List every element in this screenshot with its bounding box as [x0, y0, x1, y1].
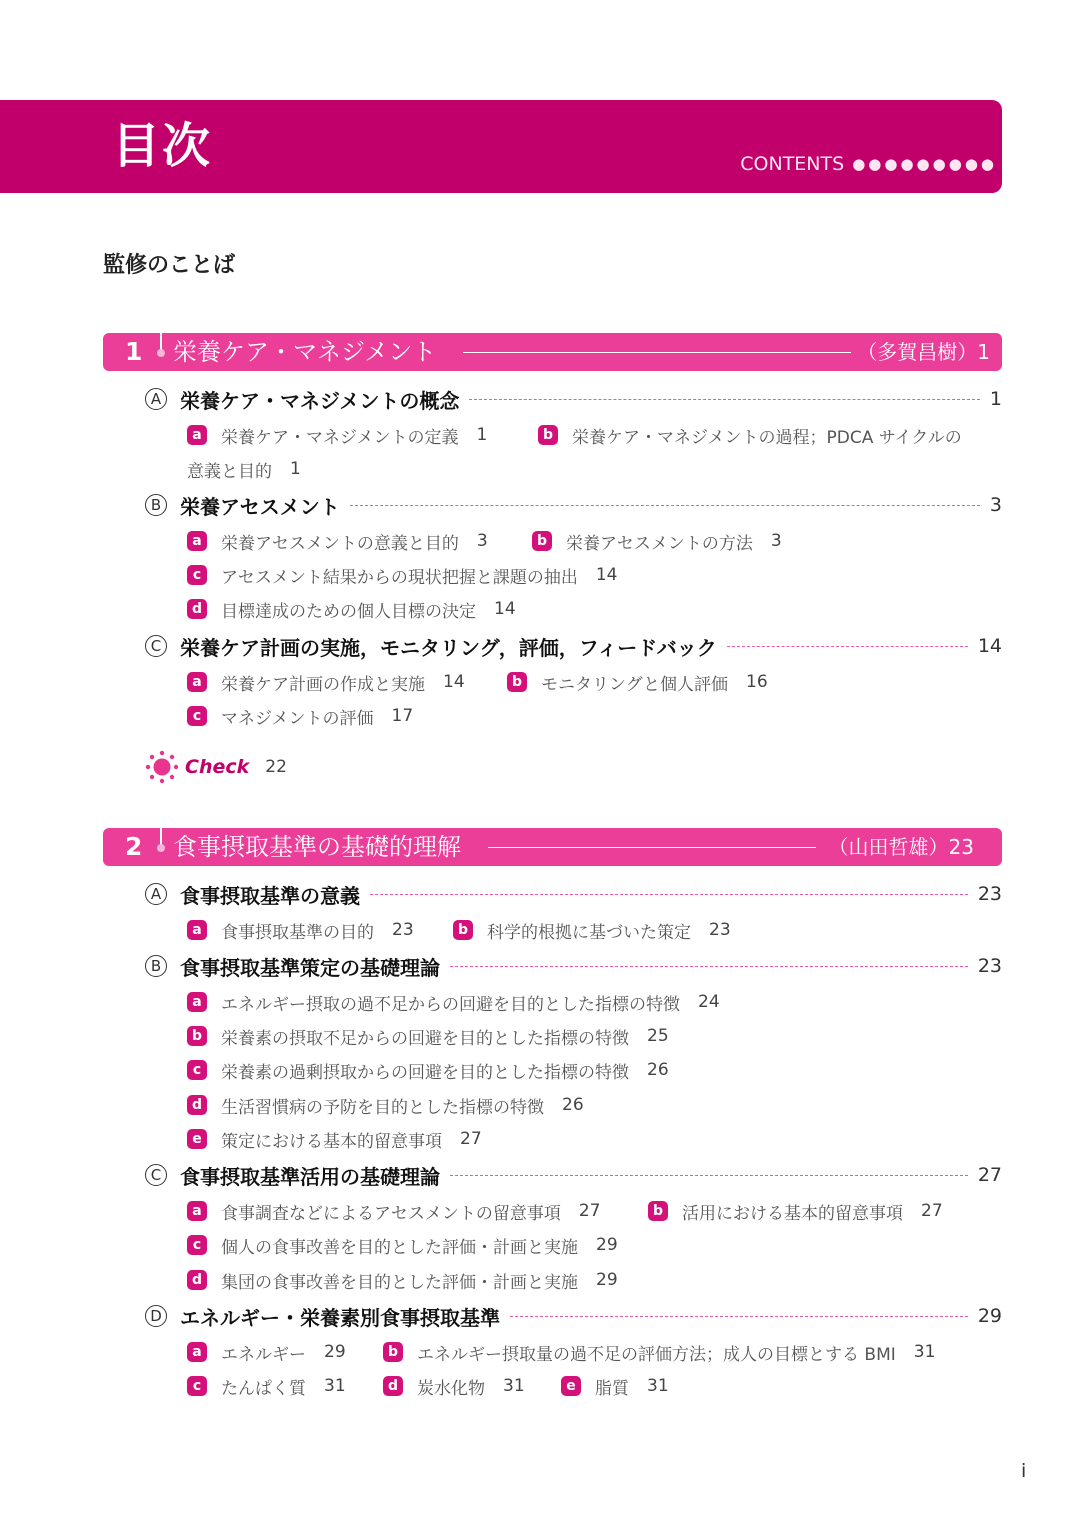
leader-dots	[469, 399, 980, 400]
item-title: 策定における基本的留意事項	[221, 1131, 442, 1152]
item-title: 栄養素の摂取不足からの回避を目的とした指標の特徴	[221, 1028, 629, 1049]
item-badge-icon: c	[187, 565, 207, 585]
item-title: 栄養アセスメントの方法	[566, 533, 753, 554]
chapter-2-bar[interactable]	[103, 828, 1002, 866]
chapter-tick-icon	[160, 822, 162, 846]
list-item[interactable]	[507, 669, 768, 695]
item-page: 29	[596, 1235, 618, 1255]
list-item[interactable]	[187, 1057, 669, 1083]
list-item[interactable]	[648, 1198, 943, 1224]
section-title: 食事摂取基準策定の基礎理論	[180, 955, 440, 980]
section-title: 栄養アセスメント	[180, 494, 340, 519]
item-page: 24	[698, 992, 720, 1012]
section-page: 14	[977, 635, 1002, 657]
section-1-b[interactable]	[145, 490, 1002, 520]
item-page: 14	[443, 672, 465, 692]
item-page: 23	[392, 920, 414, 940]
chapter-author-page: （山田哲雄）23	[828, 835, 974, 859]
item-badge-icon: e	[561, 1376, 581, 1396]
item-page: 31	[503, 1376, 525, 1396]
list-item[interactable]	[187, 562, 617, 588]
item-page: 31	[647, 1376, 669, 1396]
item-badge-icon: d	[187, 1270, 207, 1290]
list-item[interactable]	[187, 703, 413, 729]
item-page: 23	[709, 920, 731, 940]
list-item[interactable]	[187, 1023, 669, 1049]
list-item[interactable]	[187, 1126, 482, 1152]
chapter-author-page: （多賀昌樹）1	[857, 340, 990, 364]
chapter-tick-icon	[160, 327, 162, 351]
section-letter-icon: A	[145, 883, 167, 905]
item-title: 栄養素の過剰摂取からの回避を目的とした指標の特徴	[221, 1062, 629, 1083]
contents-label: CONTENTS	[740, 153, 845, 175]
section-2-d[interactable]	[145, 1301, 1002, 1331]
item-badge-icon: b	[383, 1342, 403, 1362]
item-title: 栄養アセスメントの意義と目的	[221, 533, 459, 554]
item-title: モニタリングと個人評価	[541, 674, 728, 695]
chapter-number: 2	[125, 832, 143, 861]
list-item[interactable]	[561, 1373, 669, 1399]
item-title: エネルギー摂取量の過不足の評価方法；成人の目標とする BMI	[417, 1344, 896, 1365]
item-page: 14	[595, 565, 618, 585]
item-page: 27	[921, 1201, 943, 1221]
item-badge-icon: b	[507, 672, 527, 692]
list-item[interactable]	[538, 422, 962, 448]
section-letter-icon: C	[145, 1164, 167, 1186]
contents-subtitle	[740, 152, 997, 176]
leader-dots	[510, 1316, 968, 1317]
item-badge-icon: d	[187, 599, 207, 619]
item-badge-icon: b	[532, 531, 552, 551]
section-2-b[interactable]	[145, 951, 1002, 981]
list-item[interactable]	[187, 917, 414, 943]
list-item[interactable]	[187, 1232, 618, 1258]
section-page: 23	[977, 955, 1002, 977]
item-title: エネルギー	[221, 1344, 306, 1365]
item-badge-icon: b	[453, 920, 473, 940]
item-badge-icon: c	[187, 1235, 207, 1255]
chapter-rule	[488, 847, 816, 848]
chapter-dot-icon	[157, 844, 165, 852]
item-page: 17	[391, 706, 414, 726]
item-title: 個人の食事改善を目的とした評価・計画と実施	[221, 1237, 578, 1258]
item-title: 集団の食事改善を目的とした評価・計画と実施	[221, 1272, 578, 1293]
check-label: Check	[185, 756, 250, 778]
page-number: i	[1021, 1460, 1027, 1482]
list-item[interactable]	[187, 596, 516, 622]
list-item[interactable]	[453, 917, 731, 943]
chapter-1-bar[interactable]	[103, 333, 1002, 371]
item-badge-icon: c	[187, 706, 207, 726]
list-item[interactable]	[383, 1373, 525, 1399]
list-item[interactable]	[187, 1339, 346, 1365]
leader-dots	[450, 966, 968, 967]
item-title: 食事摂取基準の目的	[221, 922, 374, 943]
section-letter-icon: B	[145, 955, 167, 977]
leader-dots	[450, 1175, 968, 1176]
item-title: 科学的根拠に基づいた策定	[487, 922, 691, 943]
list-item[interactable]	[187, 422, 487, 448]
item-title: たんぱく質	[221, 1378, 306, 1399]
item-title: エネルギー摂取の過不足からの回避を目的とした指標の特徴	[221, 994, 680, 1015]
item-page: 1	[476, 425, 488, 445]
item-title: 脂質	[595, 1378, 629, 1399]
section-2-c[interactable]	[145, 1160, 1002, 1190]
section-2-a[interactable]	[145, 879, 1002, 909]
section-letter-icon: B	[145, 494, 167, 516]
list-item[interactable]	[187, 669, 465, 695]
list-item[interactable]	[187, 1198, 600, 1224]
section-1-c[interactable]	[145, 631, 1002, 661]
item-title: 生活習慣病の予防を目的とした指標の特徴	[221, 1097, 544, 1118]
list-item-continuation[interactable]	[187, 456, 301, 482]
item-page: 29	[324, 1342, 346, 1362]
item-badge-icon: a	[187, 672, 207, 692]
item-page: 27	[460, 1129, 482, 1149]
item-page: 26	[562, 1095, 584, 1115]
section-1-a[interactable]	[145, 384, 1002, 414]
leader-dots	[350, 505, 980, 506]
leader-dots	[370, 894, 968, 895]
item-page: 3	[476, 531, 488, 551]
list-item[interactable]	[187, 528, 488, 554]
item-page: 25	[647, 1026, 669, 1046]
item-badge-icon: a	[187, 531, 207, 551]
item-title: 栄養ケア・マネジメントの過程；PDCA サイクルの	[572, 427, 962, 448]
item-badge-icon: a	[187, 1342, 207, 1362]
item-title: 活用における基本的留意事項	[682, 1203, 903, 1224]
chapter-dot-icon	[157, 349, 165, 357]
item-page: 29	[596, 1270, 618, 1290]
item-badge-icon: c	[187, 1060, 207, 1080]
item-page: 31	[913, 1342, 936, 1362]
item-title: アセスメント結果からの現状把握と課題の抽出	[221, 567, 578, 588]
section-title: 栄養ケア・マネジメントの概念	[180, 388, 460, 413]
list-item[interactable]	[532, 528, 782, 554]
item-page: 26	[647, 1060, 669, 1080]
section-letter-icon: C	[145, 635, 167, 657]
list-item[interactable]	[187, 1092, 584, 1118]
chapter-rule	[463, 352, 851, 353]
item-badge-icon: b	[648, 1201, 668, 1221]
item-page: 1	[290, 459, 301, 479]
item-badge-icon: d	[383, 1376, 403, 1396]
chapter-number: 1	[125, 337, 143, 366]
item-badge-icon: a	[187, 992, 207, 1012]
item-title: 意義と目的	[187, 461, 272, 482]
chapter-title: 栄養ケア・マネジメント	[173, 338, 437, 366]
preface-entry[interactable]: 監修のことば	[103, 253, 236, 278]
section-letter-icon: A	[145, 388, 167, 410]
section-page: 1	[989, 388, 1002, 410]
item-badge-icon: b	[187, 1026, 207, 1046]
leader-dots	[727, 646, 968, 647]
item-page: 3	[770, 531, 782, 551]
check-page: 22	[265, 757, 287, 777]
section-page: 27	[977, 1164, 1002, 1186]
section-title: 食事摂取基準の意義	[180, 883, 360, 908]
list-item[interactable]	[187, 1267, 618, 1293]
section-letter-icon: D	[145, 1305, 167, 1327]
section-title: 栄養ケア計画の実施，モニタリング，評価，フィードバック	[180, 635, 717, 660]
item-page: 31	[324, 1376, 346, 1396]
item-title: 栄養ケア計画の作成と実施	[221, 674, 425, 695]
item-title: 目標達成のための個人目標の決定	[221, 601, 476, 622]
item-badge-icon: a	[187, 920, 207, 940]
check-entry[interactable]	[145, 750, 287, 784]
section-title: 食事摂取基準活用の基礎理論	[180, 1164, 440, 1189]
item-badge-icon: e	[187, 1129, 207, 1149]
sun-icon	[145, 750, 179, 784]
list-item[interactable]	[383, 1339, 935, 1365]
list-item[interactable]	[187, 1373, 346, 1399]
section-page: 29	[977, 1305, 1002, 1327]
item-page: 14	[494, 599, 516, 619]
decorative-dots: ●●●●●●●●●	[852, 155, 997, 173]
item-title: 食事調査などによるアセスメントの留意事項	[221, 1203, 561, 1224]
item-page: 27	[578, 1201, 601, 1221]
page-title: 目次	[112, 118, 213, 174]
item-page: 16	[746, 672, 768, 692]
chapter-title: 食事摂取基準の基礎的理解	[173, 833, 461, 861]
item-title: 炭水化物	[417, 1378, 485, 1399]
item-badge-icon: a	[187, 1201, 207, 1221]
item-title: マネジメントの評価	[221, 708, 374, 729]
section-page: 3	[989, 494, 1002, 516]
item-badge-icon: c	[187, 1376, 207, 1396]
item-title: 栄養ケア・マネジメントの定義	[221, 427, 459, 448]
list-item[interactable]	[187, 989, 720, 1015]
item-badge-icon: b	[538, 425, 558, 445]
item-badge-icon: a	[187, 425, 207, 445]
section-page: 23	[977, 883, 1002, 905]
item-badge-icon: d	[187, 1095, 207, 1115]
section-title: エネルギー・栄養素別食事摂取基準	[180, 1305, 500, 1330]
